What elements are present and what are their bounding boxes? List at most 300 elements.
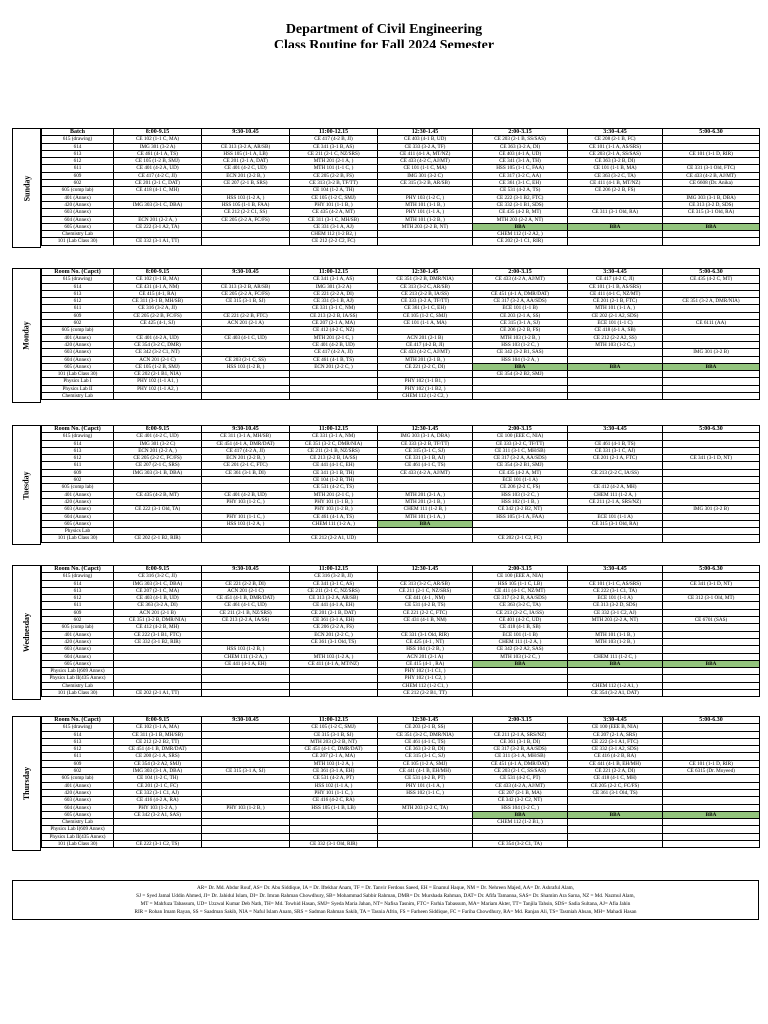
room-name: 611 xyxy=(42,602,114,609)
room-name: 605 (comp lab) xyxy=(42,327,114,334)
class-cell: CE 341 (3-1 C, AS) xyxy=(290,580,378,587)
class-cell: CE 333 (3-2 A, TF) xyxy=(378,143,473,150)
class-cell xyxy=(290,378,378,385)
room-name: 605 (Annex) xyxy=(42,223,114,230)
class-cell xyxy=(568,668,663,675)
table-row xyxy=(42,753,760,760)
class-cell: CE 401 (4-2 C, UD) xyxy=(114,433,202,440)
class-cell: CE 354 (3-2 A2, SMJ) xyxy=(114,760,202,767)
class-cell xyxy=(663,158,760,165)
table-row xyxy=(42,760,760,767)
class-cell: CE 351 (3-2 C, DMR/NIA) xyxy=(378,731,473,738)
class-cell xyxy=(663,440,760,447)
table-row xyxy=(42,143,760,150)
class-cell xyxy=(202,760,290,767)
class-cell xyxy=(568,675,663,682)
class-cell: CE 222 (3-1 B2, FTC) xyxy=(473,194,568,201)
class-cell: CE 363 (3-2 A, DI) xyxy=(473,143,568,150)
room-name: 605 (Annex) xyxy=(42,811,114,818)
class-cell: CE 441 (4-1 B, EH/MH) xyxy=(568,760,663,767)
table-row xyxy=(42,385,760,392)
time-slot-header: 11:00-12.15 xyxy=(290,566,378,573)
class-cell: HSS 105 (1-1 A, FAA) xyxy=(473,513,568,520)
class-cell: CE 342 (3-2 A1, SAS) xyxy=(114,811,202,818)
table-row xyxy=(42,653,760,660)
class-cell: CE 213 (2-2 C, IA/SS) xyxy=(473,609,568,616)
class-cell: MTH 201 (2-1 A, ) xyxy=(290,158,378,165)
class-cell: MTH 203 (2-2 A, NT) xyxy=(473,216,568,223)
room-name: 612 xyxy=(42,595,114,602)
class-cell: CE 207 (2-1 C, SRS) xyxy=(114,462,202,469)
class-cell xyxy=(663,782,760,789)
class-cell: BBA xyxy=(663,660,760,667)
class-cell: CE 342 (3-2 C1, NT) xyxy=(114,349,202,356)
class-cell: CE 211 (2-1 B, NZ/SRS) xyxy=(202,609,290,616)
class-cell: CE 203 (2-1 A, SS) xyxy=(473,312,568,319)
class-cell: IMG 301 (3-2 A) xyxy=(114,143,202,150)
room-name: Chemistry Lab xyxy=(42,231,114,238)
class-cell: CE 205 (2-2 B, FS) xyxy=(290,172,378,179)
class-cell xyxy=(378,535,473,542)
table-row xyxy=(42,528,760,535)
class-cell xyxy=(663,789,760,796)
class-cell: CE 332 (3-1 B1, SDS) xyxy=(473,201,568,208)
class-cell: PHY 102 (1-1 B1, ) xyxy=(378,378,473,385)
room-name: 602 xyxy=(42,768,114,775)
class-cell: CE 441 (4-1 , NM) xyxy=(378,595,473,602)
class-cell: CE 461 (4-1 A, TS) xyxy=(290,513,378,520)
class-cell xyxy=(663,535,760,542)
class-cell xyxy=(568,624,663,631)
class-cell: CE 361 (3-1 Old, TS) xyxy=(568,789,663,796)
table-row xyxy=(42,602,760,609)
room-name: 611 xyxy=(42,753,114,760)
time-slot-header: 12:30-1.45 xyxy=(378,717,473,724)
class-cell: CE 461 (4-1 A, TS) xyxy=(114,150,202,157)
room-name: 609 xyxy=(42,760,114,767)
faculty-legend xyxy=(12,880,759,920)
class-cell: BBA xyxy=(378,520,473,527)
class-cell xyxy=(290,528,378,535)
class-cell: MTH 101 (1-1 A, ) xyxy=(378,513,473,520)
class-cell: ECN 201 (2-2 A, ) xyxy=(114,447,202,454)
legend-line: MT = Mahfuza Tabassum, UD= Uzzwal Kumar Deb Nath, TH= Md. Towhid Hasan, SMJ= Syeda Maria Jahan, NT= Nafisa Tasnim, FTC= Farhia Tabassum, MA= Mariam Akter, TT= Tanjila Tahsin, SDS= Sadia Sultana, AJ= Afia Jahin xyxy=(140,901,631,907)
class-cell: CE 361 (3-1 A, EH) xyxy=(290,617,378,624)
routine-table xyxy=(41,716,760,848)
class-cell xyxy=(114,327,202,334)
class-cell xyxy=(568,462,663,469)
class-cell: CE 205 (2-2 A, FC/FS) xyxy=(202,216,290,223)
class-cell: CE 311 (3-1 B, MH/SB) xyxy=(114,298,202,305)
class-cell xyxy=(663,528,760,535)
routine-table xyxy=(41,425,760,543)
class-cell xyxy=(378,573,473,580)
class-cell: CE 417 (4-2 A, JI) xyxy=(290,349,378,356)
class-cell xyxy=(114,819,202,826)
class-cell: CE 433 (4-2 A, AJ/MT) xyxy=(473,276,568,283)
class-cell xyxy=(202,238,290,245)
table-row xyxy=(42,180,760,187)
time-slot-header: 12:30-1.45 xyxy=(378,566,473,573)
class-cell xyxy=(202,573,290,580)
class-cell: CE 207 (2-1 A, SRS) xyxy=(568,731,663,738)
class-cell xyxy=(202,624,290,631)
room-name: 604 (Annex) xyxy=(42,513,114,520)
class-cell xyxy=(473,520,568,527)
class-cell: CE 202 (2-1 A2, SDS) xyxy=(568,312,663,319)
class-cell: ECE 101 (1-1 A) xyxy=(473,477,568,484)
table-row xyxy=(42,624,760,631)
class-cell: CE 461 (4-1 C, TS) xyxy=(378,462,473,469)
table-row xyxy=(42,349,760,356)
page-title: Department of Civil Engineering xyxy=(285,22,483,37)
time-slot-header: 5:00-6.30 xyxy=(663,717,760,724)
table-row xyxy=(42,811,760,818)
class-cell: PHY 103 (1-2 C, ) xyxy=(202,498,290,505)
class-cell: CE 331 (3-1 Old, FTC) xyxy=(663,165,760,172)
room-name: 602 xyxy=(42,180,114,187)
class-cell: CE 222 (3-1 A1, FTC) xyxy=(568,738,663,745)
room-name: 603 (Annex) xyxy=(42,349,114,356)
class-cell: CE 415 (4-1, RA) xyxy=(114,290,202,297)
class-cell: CE 221 (2-2 C, FTC) xyxy=(378,609,473,616)
class-cell: ACN 201 (2-1 A) xyxy=(202,320,290,327)
time-slot-header: 9:30-10.45 xyxy=(202,717,290,724)
class-cell xyxy=(663,305,760,312)
class-cell: CE 206 (2-2 B, FS) xyxy=(473,327,568,334)
class-cell xyxy=(378,484,473,491)
class-cell: CE 317 (3-2 C, AA) xyxy=(473,172,568,179)
room-name: Physics Lab xyxy=(42,528,114,535)
class-cell: ECN 201 (2-2 B, ) xyxy=(202,172,290,179)
table-row xyxy=(42,158,760,165)
class-cell: ECN 201 (2-2 B, ) xyxy=(202,455,290,462)
class-cell: CE 207 (2-1 B, MA) xyxy=(473,789,568,796)
class-cell: HSS 105 (1-1 A, LB) xyxy=(202,150,290,157)
class-cell: MTH 103 (1-2 B, ) xyxy=(568,638,663,645)
class-cell xyxy=(663,690,760,697)
class-cell: PHY 101 (1-1 C, ) xyxy=(290,789,378,796)
time-slot-header: 12:30-1.45 xyxy=(378,426,473,433)
class-cell: CE 531 (4-2 A, PT) xyxy=(290,775,378,782)
room-name: Physics Lab II(435 Annex) xyxy=(42,675,114,682)
class-cell xyxy=(663,238,760,245)
class-cell xyxy=(568,201,663,208)
table-row xyxy=(42,320,760,327)
class-cell: CHEM 111 (1-2 A, ) xyxy=(202,653,290,660)
class-cell: CE 361 (3-1 Old, TS) xyxy=(290,638,378,645)
table-row xyxy=(42,520,760,527)
table-header-row xyxy=(42,426,760,433)
table-row xyxy=(42,327,760,334)
class-cell xyxy=(378,528,473,535)
class-cell: HSS 105 (1-1 C, LB) xyxy=(473,580,568,587)
class-cell: CE 411 (4-1 C, NZ/MT) xyxy=(473,587,568,594)
class-cell: CE 415 (4-1 , RA) xyxy=(378,660,473,667)
time-slot-header: 11:00-12.15 xyxy=(290,717,378,724)
class-cell: ECE 101 (1-1 C) xyxy=(568,320,663,327)
class-cell: CE 341 (3-1 A, TH) xyxy=(473,158,568,165)
class-cell: MTH 101 (1-1 B, ) xyxy=(568,631,663,638)
class-cell xyxy=(202,349,290,356)
class-cell: CE 201 (2-1 A, FTC) xyxy=(568,455,663,462)
room-name: 605 (comp lab) xyxy=(42,775,114,782)
class-cell: PHY 102 (1-1 B2, ) xyxy=(378,385,473,392)
room-name: 420 (Annex) xyxy=(42,341,114,348)
class-cell xyxy=(290,690,378,697)
table-row xyxy=(42,290,760,297)
class-cell: BBA xyxy=(473,363,568,370)
room-name: 605 (comp lab) xyxy=(42,187,114,194)
class-cell: CE 351 (3-2 B, DMR/NIA) xyxy=(378,276,473,283)
class-cell xyxy=(663,833,760,840)
class-cell: CE 313 (3-2 B, TF/TT) xyxy=(290,180,378,187)
class-cell xyxy=(202,731,290,738)
table-row xyxy=(42,498,760,505)
table-row xyxy=(42,216,760,223)
class-cell xyxy=(663,624,760,631)
time-slot-header: 12:30-1.45 xyxy=(378,129,473,136)
day-label xyxy=(12,425,41,545)
room-name: 611 xyxy=(42,462,114,469)
table-row xyxy=(42,356,760,363)
class-cell xyxy=(663,385,760,392)
class-cell xyxy=(568,535,663,542)
class-cell: CE 531 (4-2 A, TS) xyxy=(473,187,568,194)
class-cell: CE 531 (4-2 B, TS) xyxy=(378,602,473,609)
class-cell: CE 202 (2-1 C2, FC) xyxy=(473,535,568,542)
class-cell: CE 341 (3-1 A, AS) xyxy=(290,276,378,283)
time-slot-header: 8:00-9.15 xyxy=(114,566,202,573)
class-cell xyxy=(663,631,760,638)
class-cell: CE 361 (3-1 C, EH) xyxy=(473,180,568,187)
room-name: 614 xyxy=(42,440,114,447)
class-cell: CE 313 (3-2 A, AR/SB) xyxy=(202,143,290,150)
class-cell: BBA xyxy=(473,811,568,818)
class-cell: MTH 201 (2-1 A, ) xyxy=(378,491,473,498)
class-cell: CE 104 (1-2 B, TH) xyxy=(290,477,378,484)
class-cell: ACN 201 (2-1 C) xyxy=(114,356,202,363)
legend-line: AR= Dr. Md. Abdur Rouf, AS= Dr. Abu Siddique, IA = Dr. Iftekhar Anam, TF = Dr. Tanvir Ferdous Saeed, EH = Enamul Haque, NM = Dr. Nehreen Majed, AA= Dr. Ashraful Alam, xyxy=(197,885,574,891)
table-row xyxy=(42,573,760,580)
class-cell: CE 6315 (Dr. Moyeed) xyxy=(663,768,760,775)
class-cell: CE 202 (2-1 B1, NIA) xyxy=(114,371,202,378)
class-cell xyxy=(290,833,378,840)
class-cell xyxy=(290,646,378,653)
class-cell: ECE 101 (1-1 B) xyxy=(473,305,568,312)
class-cell: CE 403 (4-1 B, UD) xyxy=(378,136,473,143)
class-cell: MTH 203 (2-2 C, TA) xyxy=(378,804,473,811)
class-cell: CE 461 (4-1 C, UD) xyxy=(202,602,290,609)
table-row xyxy=(42,513,760,520)
day-label xyxy=(12,565,41,700)
class-cell: CE 332 (3-1 Old, RIR) xyxy=(290,841,378,848)
time-slot-header: 11:00-12.15 xyxy=(290,426,378,433)
room-name: 401 (Annex) xyxy=(42,782,114,789)
class-cell: CE 401 (4-2 A, UD) xyxy=(114,334,202,341)
class-cell: CE 207 (2-1 A, MA) xyxy=(290,753,378,760)
class-cell: PHY 102 (1-1 A2, ) xyxy=(114,385,202,392)
class-cell: CE 401 (4-2 C, UD) xyxy=(473,617,568,624)
class-cell: HSS 105 (1-1 C, FAA) xyxy=(473,165,568,172)
class-cell xyxy=(378,371,473,378)
class-cell: IMG 301 (3-2 C) xyxy=(378,172,473,179)
room-name: 611 xyxy=(42,305,114,312)
class-cell xyxy=(663,484,760,491)
room-name: 401 (Annex) xyxy=(42,194,114,201)
class-cell: CE 317 (3-2 B, AA/SDS) xyxy=(473,746,568,753)
class-cell xyxy=(202,811,290,818)
class-cell: CHEM 112 (1-2 C1, ) xyxy=(378,682,473,689)
class-cell: CE 354 (3-2 B2, SMJ) xyxy=(473,371,568,378)
class-cell: MTH 103 (1-2 A, ) xyxy=(290,760,378,767)
time-slot-header: 11:00-12.15 xyxy=(290,269,378,276)
class-cell: HSS 105 (1-1 B, LB) xyxy=(290,804,378,811)
room-column-header: Room No. (Capct) xyxy=(42,717,114,724)
class-cell xyxy=(663,393,760,400)
class-cell: CE 315 (3-2 B, AR/SB) xyxy=(378,180,473,187)
class-cell: CE 206 (2-2 B, FS) xyxy=(568,187,663,194)
room-name: 401 (Annex) xyxy=(42,491,114,498)
class-cell xyxy=(473,690,568,697)
class-cell: CE 531 (4-2 B, PT) xyxy=(378,775,473,782)
class-cell: CE 403 (4-1 A, UD) xyxy=(473,150,568,157)
class-cell: PHY 101 (1-1 B, ) xyxy=(290,201,378,208)
class-cell: MTH 101 (1-1 B, ) xyxy=(378,201,473,208)
class-cell: CE 331 (3-1 Old, RIR) xyxy=(378,631,473,638)
class-cell: CE 312 (3-1 Old, MT) xyxy=(663,595,760,602)
class-cell xyxy=(202,378,290,385)
class-cell xyxy=(473,385,568,392)
table-row xyxy=(42,638,760,645)
room-name: 614 xyxy=(42,283,114,290)
class-cell xyxy=(568,385,663,392)
class-cell: PHY 101 (1-1 B, ) xyxy=(290,498,378,505)
class-cell: CE 104 (1-2 A, TH) xyxy=(290,187,378,194)
room-name: 604 (Annex) xyxy=(42,804,114,811)
class-cell xyxy=(202,484,290,491)
class-cell: CE 531 (4-2 C, TS) xyxy=(290,484,378,491)
time-slot-header: 9:30-10.45 xyxy=(202,129,290,136)
class-cell: CE 435 (4-2 B, MT) xyxy=(473,209,568,216)
class-cell: CE 311 (3-1 B, MH/SB) xyxy=(114,731,202,738)
day-block-sunday xyxy=(12,128,759,248)
class-cell xyxy=(568,804,663,811)
class-cell xyxy=(114,653,202,660)
class-cell: CE 102 (1-1 A, MA) xyxy=(114,724,202,731)
class-cell: CE 433 (4-2 C, AJ/MT) xyxy=(378,349,473,356)
room-name: 605 (Annex) xyxy=(42,660,114,667)
class-cell xyxy=(663,371,760,378)
class-cell xyxy=(290,371,378,378)
day-label xyxy=(12,716,41,851)
table-row xyxy=(42,535,760,542)
class-cell xyxy=(378,477,473,484)
room-name: 609 xyxy=(42,469,114,476)
table-header-row xyxy=(42,129,760,136)
room-name: Physics Lab I(609 Annex) xyxy=(42,826,114,833)
room-name: Physics Lab II(435 Annex) xyxy=(42,833,114,840)
class-cell: CE 317 (3-2 A, AA/SDS) xyxy=(473,298,568,305)
class-cell xyxy=(663,573,760,580)
time-slot-header: 12:30-1.45 xyxy=(378,269,473,276)
room-name: 612 xyxy=(42,746,114,753)
class-cell xyxy=(114,231,202,238)
room-name: 609 xyxy=(42,172,114,179)
class-cell: CE 417 (4-2 B, JI) xyxy=(378,341,473,348)
class-cell: IMG 303 (3-1 C, DBA) xyxy=(114,580,202,587)
table-row xyxy=(42,491,760,498)
class-cell xyxy=(568,528,663,535)
class-cell xyxy=(202,506,290,513)
class-cell: CE 205 (2-2 C, FC/FS) xyxy=(114,455,202,462)
class-cell: CE 102 (1-1 C, MA) xyxy=(114,136,202,143)
class-cell xyxy=(473,668,568,675)
class-cell xyxy=(568,797,663,804)
class-cell: CE 354 (3-2 B1, SMJ) xyxy=(473,462,568,469)
class-cell xyxy=(202,819,290,826)
room-name: 602 xyxy=(42,617,114,624)
class-cell xyxy=(663,462,760,469)
table-row xyxy=(42,484,760,491)
time-slot-header: 9:30-10.45 xyxy=(202,426,290,433)
room-name: 101 (Lab Class 30) xyxy=(42,841,114,848)
class-cell: CE 431 (4-1 B, NM) xyxy=(378,617,473,624)
class-cell xyxy=(663,477,760,484)
table-row xyxy=(42,682,760,689)
class-cell: CE 363 (3-2 B, DI) xyxy=(378,746,473,753)
class-cell: HSS 103 (1-2 B, ) xyxy=(202,646,290,653)
class-cell: CE 417 (4-2 C, JI) xyxy=(114,172,202,179)
class-cell: CE 203 (2-1 A, SS/SAS) xyxy=(568,150,663,157)
table-row xyxy=(42,223,760,230)
class-cell: ACN 201 (2-1 A) xyxy=(378,653,473,660)
class-cell: CE 105 (1-2 C, SMJ) xyxy=(290,724,378,731)
class-cell: CE 315 (3-1 Old, RA) xyxy=(663,209,760,216)
class-cell xyxy=(663,819,760,826)
table-row xyxy=(42,447,760,454)
room-name: 613 xyxy=(42,150,114,157)
class-cell: HSS 104 (1-2 A, ) xyxy=(473,356,568,363)
class-cell: CE 363 (3-2 C, TA) xyxy=(568,172,663,179)
class-cell: CE 208 (2-1 B, FC) xyxy=(568,136,663,143)
class-cell xyxy=(202,738,290,745)
table-row xyxy=(42,631,760,638)
class-cell: CE 315 (3-1 Old, RA) xyxy=(568,520,663,527)
class-cell: CE 531 (4-2 C, PT) xyxy=(473,775,568,782)
class-cell: CE 105 (1-2 A, SMJ) xyxy=(378,760,473,767)
class-cell: CE 212 (2-2 A2, SS) xyxy=(568,334,663,341)
class-cell: CE 213 (2-2 B, IA/SS) xyxy=(290,312,378,319)
class-cell: CE 212 (2-2 C2, FC) xyxy=(290,238,378,245)
class-cell: IMG 301 (3-2 A) xyxy=(290,283,378,290)
class-cell: CE 205 (2-2 C, FC/FS) xyxy=(568,782,663,789)
class-cell: CE 361 (3-1 C, EH) xyxy=(378,305,473,312)
class-cell: CE 101 (1-1 B, AS/SRS) xyxy=(568,283,663,290)
class-cell: IMG 303 (3-1 A, DBA) xyxy=(114,768,202,775)
class-cell xyxy=(568,833,663,840)
class-cell xyxy=(378,187,473,194)
table-header-row xyxy=(42,269,760,276)
class-cell: PHY 103 (1-2 A, ) xyxy=(114,804,202,811)
table-row xyxy=(42,201,760,208)
day-label xyxy=(12,268,41,403)
class-cell: CE 311 (3-1 C, MH/SB) xyxy=(473,447,568,454)
class-cell xyxy=(663,491,760,498)
table-row xyxy=(42,587,760,594)
class-cell: CE 100 (EEE A, NIA) xyxy=(473,573,568,580)
room-name: 420 (Annex) xyxy=(42,201,114,208)
